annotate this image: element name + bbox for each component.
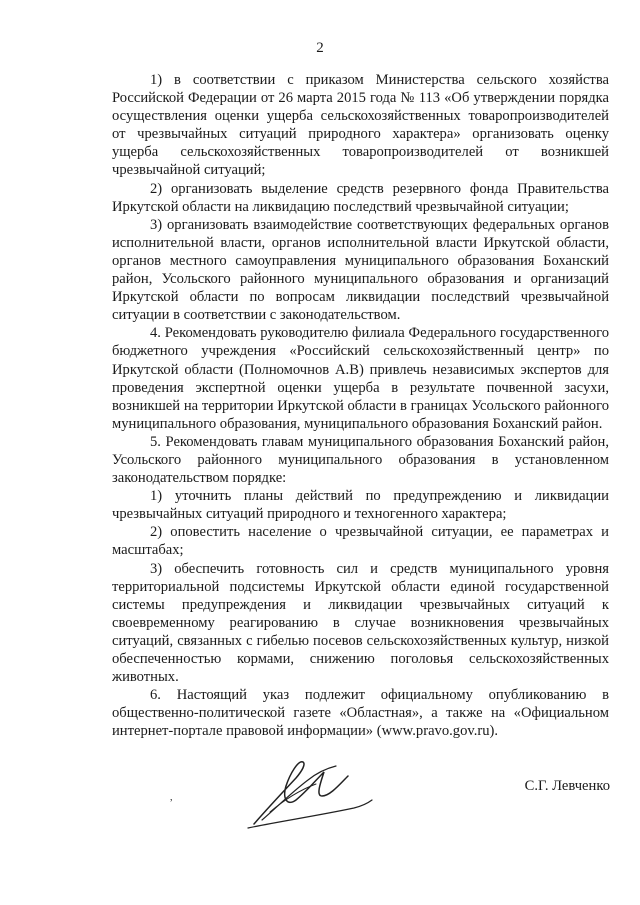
paragraph-1-1: 1) в соответствии с приказом Министерства сельского хозяйства Российской Федерации от 26 марта 2015 года № 113 «Об утверждении порядка осуществления оценки ущерба сельскохозяйственных товаропроизводителей от чрезвычайных ситуаций природного характера» организовать оценку ущерба сельскохозяйственных товаропроизводителей от возникшей чрезвычайной ситуаций; bbox=[112, 72, 609, 179]
signature-block bbox=[100, 750, 610, 840]
signature-mark: , bbox=[170, 792, 173, 803]
paragraph-4: 4. Рекомендовать руководителю филиала Федерального государственного бюджетного учреждения «Российский сельскохозяйственный центр» по Иркутской области (Полномочнов А.В) привлечь независимых экспертов для проведения экспертной оценки ущерба в результате почвенной засухи, возникшей на территории Иркутской области в границах Усольского районного муниципального образования, муниципального образования Боханский район. bbox=[112, 325, 609, 432]
paragraph-5: 5. Рекомендовать главам муниципального образования Боханский район, Усольского районного муниципального образования в установленном законодательством порядке: bbox=[112, 433, 609, 487]
handwritten-signature bbox=[236, 750, 386, 830]
paragraph-5-1: 1) уточнить планы действий по предупреждению и ликвидации чрезвычайных ситуаций природного и техногенного характера; bbox=[112, 488, 609, 523]
paragraph-6: 6. Настоящий указ подлежит официальному опубликованию в общественно-политической газете «Областная», а также на «Официальном интернет-портале правовой информации» (www.pravo.gov.ru). bbox=[112, 687, 609, 740]
paragraph-5-2: 2) оповестить население о чрезвычайной ситуации, ее параметрах и масштабах; bbox=[112, 524, 609, 559]
document-body bbox=[112, 71, 609, 740]
signer-name: С.Г. Левченко bbox=[524, 778, 610, 794]
paragraph-1-3: 3) организовать взаимодействие соответствующих федеральных органов исполнительной власти, органов исполнительной власти Иркутской области, органов местного самоуправления муниципального образования Боханский район, Усольского районного муниципального образования и организаций Иркутской области по вопросам ликвидации последствий чрезвычайной ситуации в соответствии с законодательством. bbox=[112, 216, 609, 324]
paragraph-1-2: 2) организовать выделение средств резервного фонда Правительства Иркутской области на ликвидацию последствий чрезвычайной ситуации; bbox=[112, 180, 609, 215]
page-number: 2 bbox=[316, 40, 324, 56]
paragraph-5-3: 3) обеспечить готовность сил и средств муниципального уровня территориальной подсистемы Иркутской области единой государственной системы предупреждения и ликвидации чрезвычайных ситуаций к своевременному реагированию в случае возникновения чрезвычайных ситуаций, связанных с гибелью посевов сельскохозяйственных культур, низкой обеспеченностью кормами, снижению поголовья сельскохозяйственных животных. bbox=[112, 560, 609, 686]
